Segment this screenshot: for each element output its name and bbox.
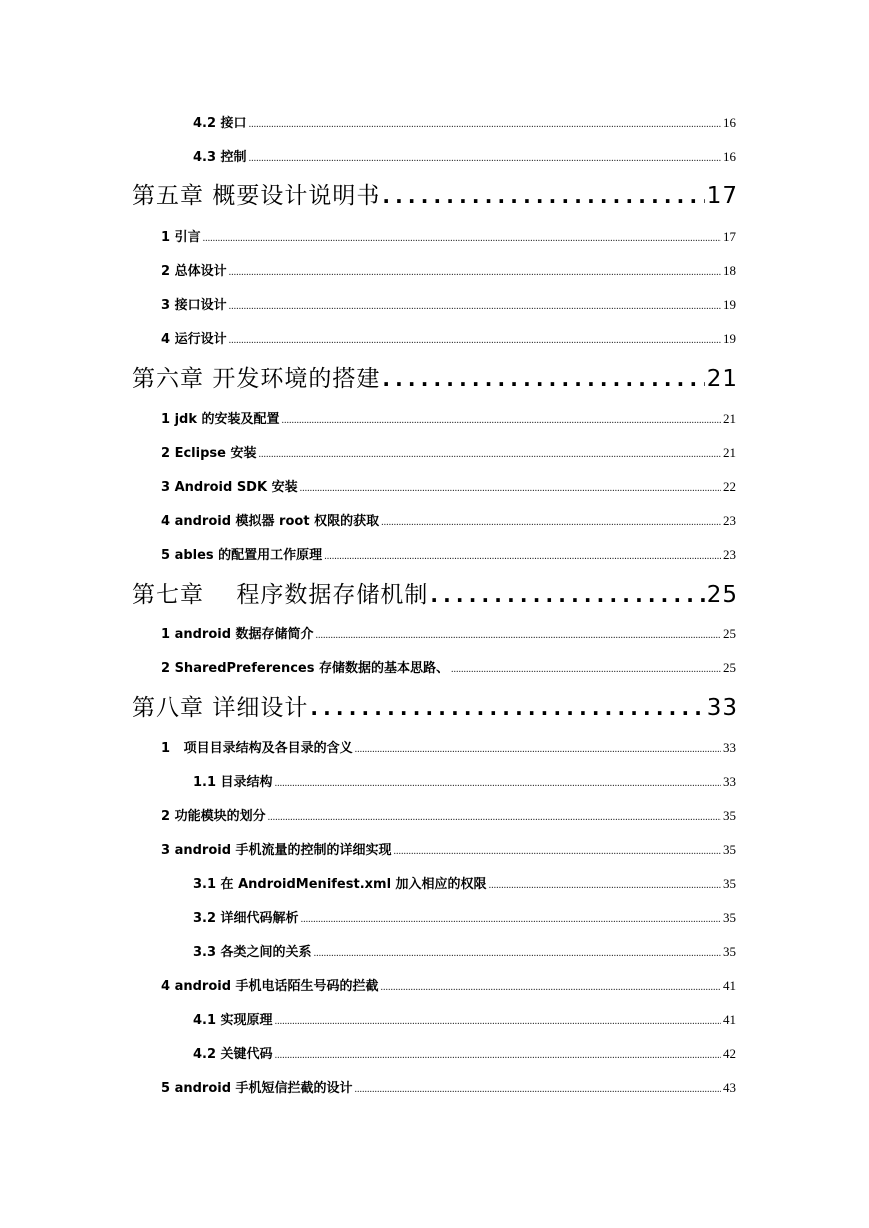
toc-entry-page: 33 bbox=[723, 774, 736, 789]
toc-entry[interactable] bbox=[193, 114, 736, 132]
toc-chapter-entry[interactable] bbox=[132, 692, 738, 724]
dot-leader bbox=[310, 692, 704, 724]
toc-entry-title: 3 Android SDK 安装 bbox=[161, 480, 298, 495]
dot-leader bbox=[489, 877, 721, 895]
dot-leader bbox=[275, 1013, 721, 1031]
chapter-title: 开发环境的搭建 bbox=[212, 366, 381, 392]
toc-entry[interactable] bbox=[193, 773, 736, 791]
chapter-number: 第七章 bbox=[132, 582, 204, 608]
dot-leader bbox=[258, 446, 721, 464]
toc-entry-page: 21 bbox=[706, 366, 738, 392]
chapter-title: 程序数据存储机制 bbox=[236, 582, 429, 608]
toc-entry[interactable] bbox=[161, 625, 736, 643]
toc-entry-title: 3 android 手机流量的控制的详细实现 bbox=[161, 843, 392, 858]
dot-leader bbox=[203, 230, 721, 248]
toc-chapter-entry[interactable] bbox=[132, 363, 738, 395]
toc-entry[interactable] bbox=[161, 262, 736, 280]
toc-entry-title: 3 接口设计 bbox=[161, 298, 227, 313]
dot-leader bbox=[324, 548, 721, 566]
toc-entry-title: 1 jdk 的安装及配置 bbox=[161, 412, 280, 427]
toc-entry-page: 43 bbox=[723, 1080, 736, 1095]
toc-entry-page: 17 bbox=[706, 183, 738, 209]
toc-entry-title: 1 android 数据存储简介 bbox=[161, 627, 314, 642]
dot-leader bbox=[301, 911, 721, 929]
dot-leader bbox=[451, 661, 721, 679]
dot-leader bbox=[381, 979, 721, 997]
chapter-number: 第八章 bbox=[132, 695, 204, 721]
toc-entry-title: 2 SharedPreferences 存储数据的基本思路、 bbox=[161, 661, 449, 676]
dot-leader bbox=[355, 1081, 721, 1099]
dot-leader bbox=[382, 363, 704, 395]
chapter-title: 详细设计 bbox=[212, 695, 309, 721]
toc-entry[interactable] bbox=[161, 807, 736, 825]
toc-entry-page: 19 bbox=[723, 331, 736, 346]
toc-entry-title: 2 总体设计 bbox=[161, 264, 227, 279]
toc-chapter-entry[interactable] bbox=[132, 579, 738, 611]
toc-entry-page: 25 bbox=[706, 582, 738, 608]
dot-leader bbox=[229, 264, 721, 282]
toc-entry[interactable] bbox=[161, 512, 736, 530]
toc-entry-page: 41 bbox=[723, 1012, 736, 1027]
toc-entry[interactable] bbox=[161, 659, 736, 677]
toc-entry-page: 16 bbox=[723, 115, 736, 130]
toc-entry[interactable] bbox=[161, 977, 736, 995]
toc-entry-page: 22 bbox=[723, 479, 736, 494]
toc-entry-page: 18 bbox=[723, 263, 736, 278]
chapter-number: 第六章 bbox=[132, 366, 204, 392]
dot-leader bbox=[268, 809, 721, 827]
toc-entry-page: 19 bbox=[723, 297, 736, 312]
dot-leader bbox=[229, 298, 721, 316]
toc-entry-title: 1 引言 bbox=[161, 230, 201, 245]
toc-entry-title: 1.1 目录结构 bbox=[193, 775, 273, 790]
toc-entry-page: 35 bbox=[723, 842, 736, 857]
toc-entry-title: 5 android 手机短信拦截的设计 bbox=[161, 1081, 353, 1096]
toc-entry-page: 21 bbox=[723, 445, 736, 460]
dot-leader bbox=[275, 1047, 721, 1065]
toc-entry-title: 3.3 各类之间的关系 bbox=[193, 945, 312, 960]
chapter-number: 第五章 bbox=[132, 183, 204, 209]
toc-entry[interactable] bbox=[161, 410, 736, 428]
dot-leader bbox=[282, 412, 721, 430]
toc-entry[interactable] bbox=[193, 909, 736, 927]
toc-entry-page: 25 bbox=[723, 660, 736, 675]
dot-leader bbox=[430, 579, 704, 611]
toc-entry[interactable] bbox=[161, 546, 736, 564]
toc-entry-title: 3.2 详细代码解析 bbox=[193, 911, 299, 926]
toc-entry-page: 41 bbox=[723, 978, 736, 993]
toc-entry-page: 33 bbox=[706, 695, 738, 721]
toc-entry-page: 42 bbox=[723, 1046, 736, 1061]
toc-entry[interactable] bbox=[161, 478, 736, 496]
toc-entry[interactable] bbox=[161, 330, 736, 348]
toc-entry-title: 4.2 接口 bbox=[193, 116, 247, 131]
dot-leader bbox=[316, 627, 721, 645]
toc-entry[interactable] bbox=[161, 739, 736, 757]
toc-entry-page: 33 bbox=[723, 740, 736, 755]
toc-entry-title: 4.1 实现原理 bbox=[193, 1013, 273, 1028]
toc-entry-page: 25 bbox=[723, 626, 736, 641]
toc-entry-title: 3.1 在 AndroidMenifest.xml 加入相应的权限 bbox=[193, 877, 487, 892]
toc-entry-page: 23 bbox=[723, 547, 736, 562]
toc-entry-page: 35 bbox=[723, 944, 736, 959]
dot-leader bbox=[314, 945, 721, 963]
toc-entry[interactable] bbox=[161, 841, 736, 859]
toc-entry-page: 35 bbox=[723, 910, 736, 925]
toc-entry-title: 4 运行设计 bbox=[161, 332, 227, 347]
toc-entry-page: 23 bbox=[723, 513, 736, 528]
dot-leader bbox=[381, 514, 721, 532]
dot-leader bbox=[394, 843, 721, 861]
toc-entry-title: 5 ables 的配置用工作原理 bbox=[161, 548, 323, 563]
toc-entry[interactable] bbox=[193, 148, 736, 166]
dot-leader bbox=[249, 116, 721, 134]
toc-entry-page: 21 bbox=[723, 411, 736, 426]
dot-leader bbox=[249, 150, 721, 168]
toc-entry-title: 2 Eclipse 安装 bbox=[161, 446, 257, 461]
toc-entry[interactable] bbox=[161, 296, 736, 314]
toc-entry[interactable] bbox=[193, 1011, 736, 1029]
toc-entry[interactable] bbox=[193, 875, 736, 893]
toc-entry-title: 4.2 关键代码 bbox=[193, 1047, 273, 1062]
toc-entry-title: 2 功能模块的划分 bbox=[161, 809, 266, 824]
toc-entry[interactable] bbox=[161, 444, 736, 462]
dot-leader bbox=[275, 775, 721, 793]
toc-entry-title: 4 android 手机电话陌生号码的拦截 bbox=[161, 979, 379, 994]
dot-leader bbox=[355, 741, 721, 759]
toc-entry[interactable] bbox=[161, 1079, 736, 1097]
toc-entry[interactable] bbox=[193, 943, 736, 961]
toc-entry-title: 4.3 控制 bbox=[193, 150, 247, 165]
chapter-title: 概要设计说明书 bbox=[212, 183, 381, 209]
toc-entry-title: 1 项目目录结构及各目录的含义 bbox=[161, 741, 353, 756]
toc-entry-title: 4 android 模拟器 root 权限的获取 bbox=[161, 514, 380, 529]
toc-entry-page: 35 bbox=[723, 808, 736, 823]
dot-leader bbox=[229, 332, 721, 350]
dot-leader bbox=[300, 480, 721, 498]
dot-leader bbox=[382, 180, 704, 212]
toc-entry-page: 17 bbox=[723, 229, 736, 244]
toc-entry[interactable] bbox=[161, 228, 736, 246]
toc-entry-page: 16 bbox=[723, 149, 736, 164]
toc-chapter-entry[interactable] bbox=[132, 180, 738, 212]
toc-entry[interactable] bbox=[193, 1045, 736, 1063]
toc-entry-page: 35 bbox=[723, 876, 736, 891]
